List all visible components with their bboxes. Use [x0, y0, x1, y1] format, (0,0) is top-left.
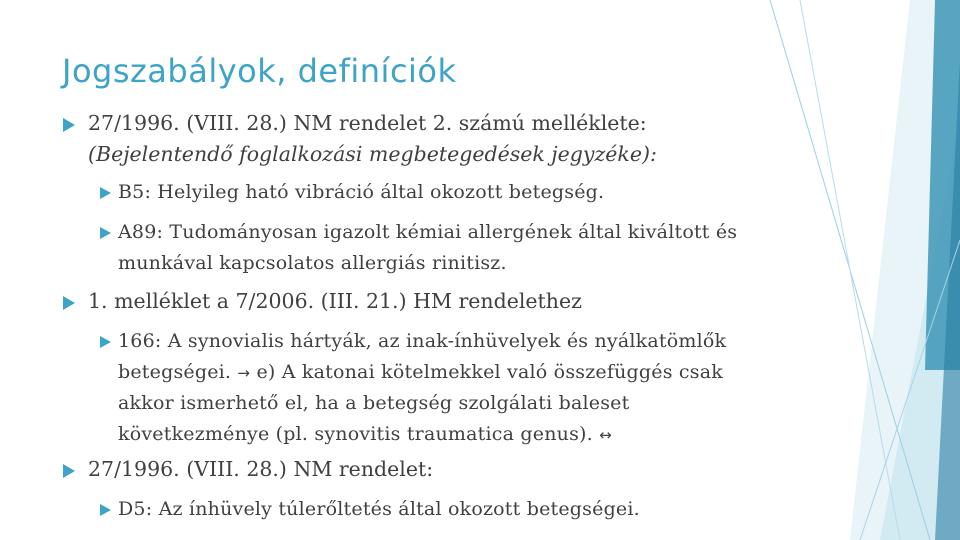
subbullet-2-1-continuation-1b: e) A katonai kötelmekkel való összefüggés csak [256, 361, 723, 383]
subbullet-1-2-continuation: munkával kapcsolatos allergiás rinitisz. [118, 252, 507, 274]
subbullet-1-1-text: B5: Helyileg ható vibráció által okozott betegség. [118, 181, 605, 203]
bullet-arrow-icon [63, 118, 75, 132]
subbullet-2-1-continuation-1: betegségei. [118, 361, 232, 383]
subbullet-2-1-text: 166: A synovialis hártyák, az inak-ínhüvelyek és nyálkatömlők [118, 330, 727, 352]
bullet-1-text: 27/1996. (VIII. 28.) NM rendelet 2. számú melléklete: [88, 111, 647, 135]
bullet-2-text: 1. melléklet a 7/2006. (III. 21.) HM rendelethez [88, 289, 582, 313]
slide-title: Jogszabályok, definíciók [62, 52, 457, 90]
bullet-arrow-icon [63, 464, 75, 478]
deco-shape-mid [880, 120, 960, 540]
deco-line-1 [770, 0, 930, 540]
deco-line-2 [800, 0, 900, 540]
bullet-arrow-icon [63, 296, 75, 310]
arrow-both-icon: ↔ [599, 426, 612, 444]
deco-line-3 [860, 240, 960, 540]
subbullet-2-1-line-2 [118, 361, 723, 383]
arrow-right-icon: → [237, 364, 251, 382]
subbullet-arrow-icon [100, 187, 111, 199]
deco-shape-dark [935, 60, 960, 540]
bullet-1-continuation: (Bejelentendő foglalkozási megbetegedések jegyzéke): [88, 142, 657, 166]
deco-shape-blue [925, 0, 960, 370]
subbullet-arrow-icon [100, 336, 111, 348]
deco-shape-light [850, 0, 960, 540]
subbullet-1-2-text: A89: Tudományosan igazolt kémiai allergének által kiváltott és [118, 221, 738, 243]
subbullet-2-1-continuation-2: akkor ismerhető el, ha a betegség szolgálati baleset [118, 392, 630, 414]
subbullet-2-1-line-4 [118, 423, 612, 445]
subbullet-arrow-icon [100, 504, 111, 516]
subbullet-3-1-text: D5: Az ínhüvely túlerőltetés által okozott betegségei. [118, 498, 640, 520]
subbullet-2-1-continuation-3: következménye (pl. synovitis traumatica genus). [118, 423, 593, 445]
subbullet-arrow-icon [100, 227, 111, 239]
bullet-3-text: 27/1996. (VIII. 28.) NM rendelet: [88, 457, 434, 481]
